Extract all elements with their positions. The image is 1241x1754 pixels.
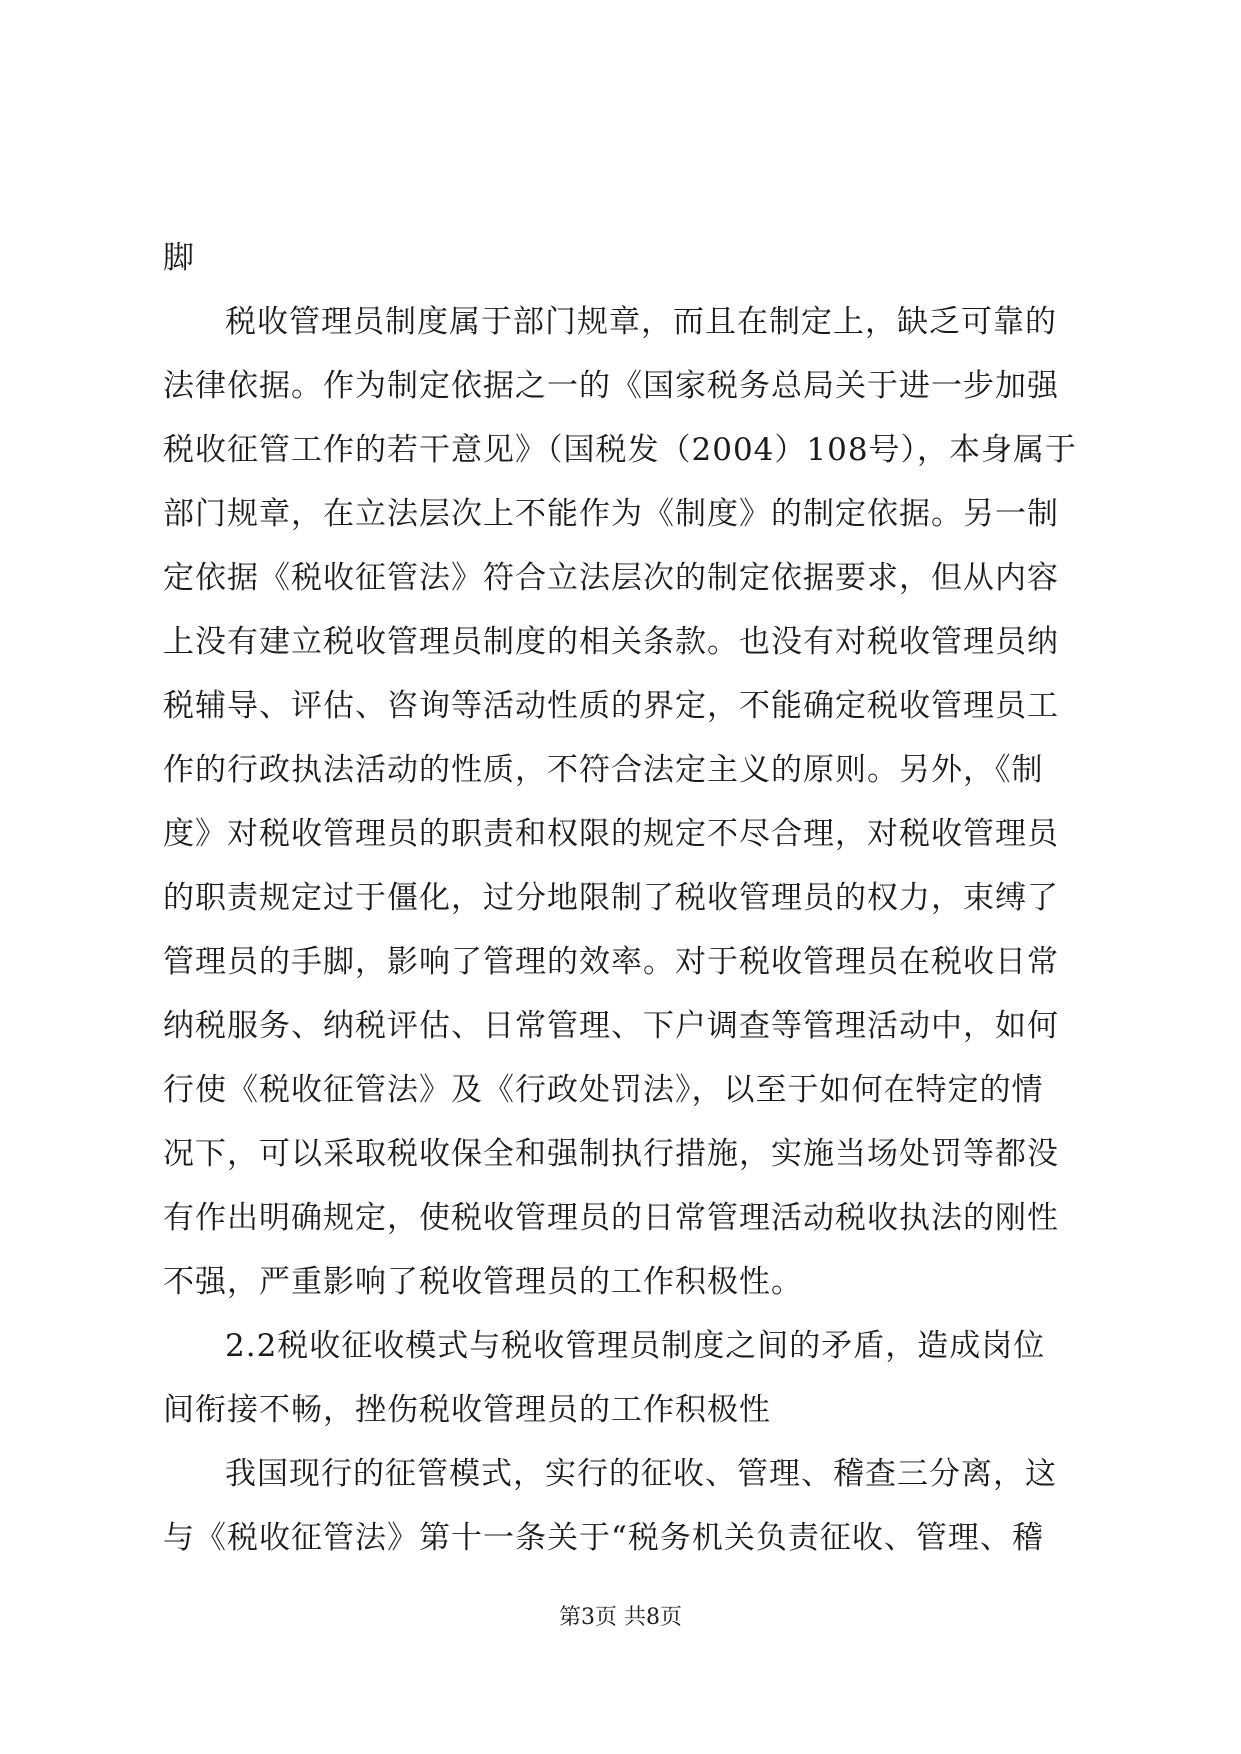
text-line: 况下，可以采取税收保全和强制执行措施，实施当场处罚等都没	[163, 1136, 1059, 1172]
text-line: 定依据《税收征管法》符合立法层次的制定依据要求，但从内容	[163, 560, 1059, 596]
text-line: 部门规章，在立法层次上不能作为《制度》的制定依据。另一制	[163, 496, 1059, 532]
paragraph-collection-model	[163, 1442, 1084, 1570]
document-body	[163, 226, 1084, 1570]
page-number: 第3页 共8页	[559, 1605, 682, 1630]
page-footer	[0, 1600, 1241, 1631]
text-line: 税收征管工作的若干意见》（国税发（2004）108号），本身属于	[163, 432, 1078, 468]
section-heading	[163, 1314, 1084, 1442]
text-line: 有作出明确规定，使税收管理员的日常管理活动税收执法的刚性	[163, 1200, 1059, 1236]
text-line: 的职责规定过于僵化，过分地限制了税收管理员的权力，束缚了	[163, 880, 1059, 916]
text-line: 上没有建立税收管理员制度的相关条款。也没有对税收管理员纳	[163, 624, 1059, 660]
text-line: 纳税服务、纳税评估、日常管理、下户调查等管理活动中，如何	[163, 1008, 1059, 1044]
text-line: 度》对税收管理员的职责和权限的规定不尽合理，对税收管理员	[163, 816, 1059, 852]
text-line: 与《税收征管法》第十一条关于“税务机关负责征收、管理、稽	[163, 1520, 1044, 1556]
text-line: 管理员的手脚，影响了管理的效率。对于税收管理员在税收日常	[163, 944, 1059, 980]
text-line: 脚	[163, 240, 195, 276]
text-line: 税收管理员制度属于部门规章，而且在制定上，缺乏可靠的	[225, 304, 1057, 340]
text-line: 法律依据。作为制定依据之一的《国家税务总局关于进一步加强	[163, 368, 1059, 404]
text-line: 作的行政执法活动的性质，不符合法定主义的原则。另外，《制	[163, 752, 1044, 788]
carryover-text	[163, 226, 1084, 290]
text-line: 不强，严重影响了税收管理员的工作积极性。	[163, 1264, 803, 1300]
text-line: 我国现行的征管模式，实行的征收、管理、稽查三分离，这	[225, 1456, 1057, 1492]
heading-line: 间衔接不畅，挫伤税收管理员的工作积极性	[163, 1392, 771, 1428]
text-line: 税辅导、评估、咨询等活动性质的界定，不能确定税收管理员工	[163, 688, 1059, 724]
text-line: 行使《税收征管法》及《行政处罚法》，以至于如何在特定的情	[163, 1072, 1044, 1108]
paragraph-legal-basis	[163, 290, 1084, 1314]
heading-line: 2.2税收征收模式与税收管理员制度之间的矛盾，造成岗位	[225, 1328, 1046, 1364]
